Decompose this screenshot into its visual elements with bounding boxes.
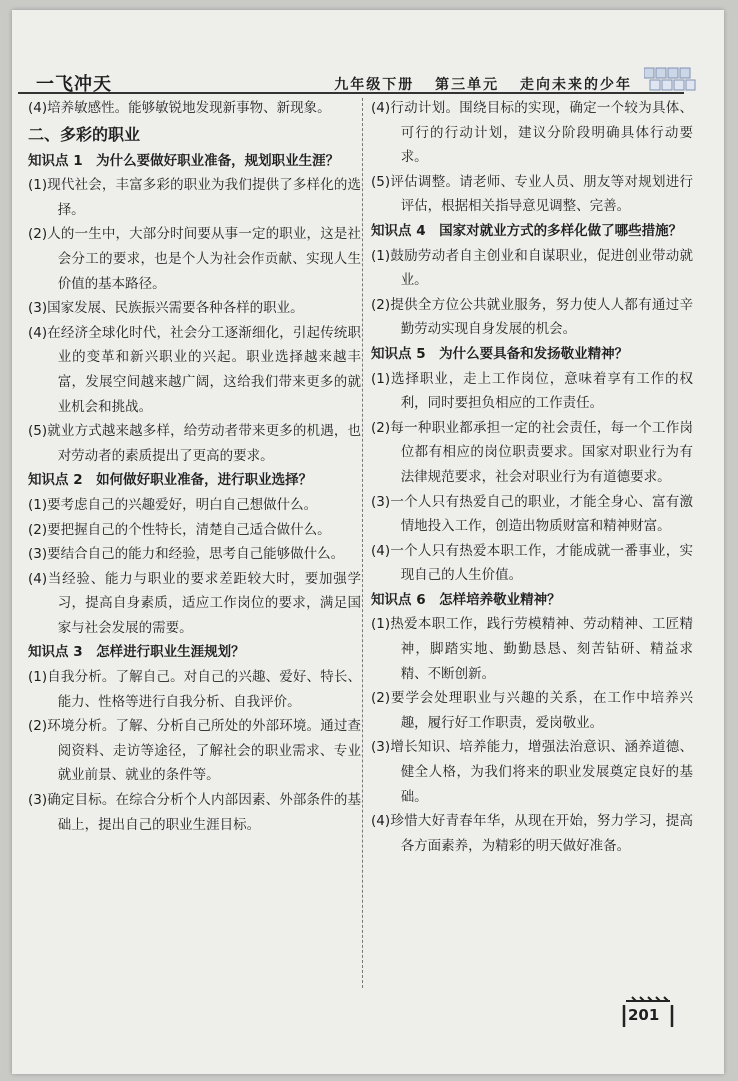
list-item: (1)自我分析。了解自己。对自己的兴趣、爱好、特长、能力、性格等进行自我分析、自我评价。: [28, 669, 361, 710]
list-item: (1)现代社会，丰富多彩的职业为我们提供了多样化的选择。: [28, 177, 361, 218]
list-item: (2)每一种职业都承担一定的社会责任，每一个工作岗位都有相应的岗位职责要求。国家对职业行为有法律规范要求，社会对职业行为有道德要求。: [371, 419, 693, 485]
header-grade: 九年级下册: [334, 77, 415, 93]
list-item: (2)要把握自己的个性特长，清楚自己适合做什么。: [28, 521, 331, 538]
list-item: (1)鼓励劳动者自主创业和自谋职业，促进创业带动就业。: [371, 247, 693, 289]
column-divider: [362, 98, 363, 988]
list-item: (4)培养敏感性。能够敏锐地发现新事物、新现象。: [28, 100, 331, 116]
list-item: (2)人的一生中，大部分时间要从事一定的职业，这是社会分工的要求，也是个人为社会作贡献、实现人生价值的基本路径。: [28, 226, 361, 292]
knowledge-point-heading: 知识点 6 怎样培养敬业精神？: [371, 591, 561, 608]
list-item: (1)要考虑自己的兴趣爱好，明白自己想做什么。: [28, 496, 318, 513]
list-item: (1)选择职业，走上工作岗位，意味着享有工作的权利，同时要担负相应的工作责任。: [371, 370, 693, 412]
header-unit: 第三单元: [435, 77, 500, 93]
list-item: (4)珍惜大好青春年华，从现在开始，努力学习，提高各方面素养，为精彩的明天做好准备。: [371, 813, 693, 854]
list-item: (2)环境分析。了解、分析自己所处的外部环境。通过查阅资料、走访等途径，了解社会的职业需求、专业就业前景、就业的条件等。: [28, 718, 361, 784]
list-item: (3)增长知识、培养能力，增强法治意识、涵养道德、健全人格，为我们将来的职业发展奠定良好的基础。: [371, 739, 693, 805]
list-item: (3)要结合自己的能力和经验，思考自己能够做什么。: [28, 546, 345, 563]
knowledge-point-heading: 知识点 2 如何做好职业准备，进行职业选择？: [28, 472, 313, 489]
section-heading: 二、多彩的职业: [28, 124, 141, 144]
knowledge-point-heading: 知识点 5 为什么要具备和发扬敬业精神？: [371, 345, 629, 362]
list-item: (5)就业方式越来越多样，给劳动者带来更多的机遇，也对劳动者的素质提出了更高的要求。: [28, 423, 361, 464]
list-item: (3)国家发展、民族振兴需要各种各样的职业。: [28, 300, 304, 317]
header-decoration-icon: [644, 66, 696, 92]
knowledge-point-heading: 知识点 3 怎样进行职业生涯规划？: [28, 644, 245, 661]
knowledge-point-heading: 知识点 1 为什么要做好职业准备，规划职业生涯？: [28, 152, 340, 169]
page-number: 201: [628, 1006, 660, 1024]
list-item: (2)提供全方位公共就业服务，努力使人人都有通过辛勤劳动实现自身发展的机会。: [371, 296, 693, 338]
list-item: (1)热爱本职工作，践行劳模精神、劳动精神、工匠精神，脚踏实地、勤勤恳恳、刻苦钻研、精益求精、不断创新。: [371, 616, 693, 682]
right-column: [371, 96, 693, 858]
list-item: (4)一个人只有热爱本职工作，才能成就一番事业，实现自己的人生价值。: [371, 542, 693, 584]
header-rule: [18, 92, 684, 94]
header-title: [320, 74, 632, 94]
list-item: (3)确定目标。在综合分析个人内部因素、外部条件的基础上，提出自己的职业生涯目标。: [28, 792, 361, 833]
list-item: (2)要学会处理职业与兴趣的关系，在工作中培养兴趣，履行好工作职责，爱岗敬业。: [371, 690, 693, 731]
list-item: (5)评估调整。请老师、专业人员、朋友等对规划进行评估，根据相关指导意见调整、完善。: [371, 173, 693, 215]
left-column: [28, 96, 361, 837]
knowledge-point-heading: 知识点 4 国家对就业方式的多样化做了哪些措施？: [371, 222, 683, 239]
list-item: (4)当经验、能力与职业的要求差距较大时，要加强学习，提高自身素质，适应工作岗位的要求，满足国家与社会发展的需要。: [28, 570, 361, 636]
brand-logo-text: 一飞冲天: [36, 74, 112, 95]
header-unit-title: 走向未来的少年: [520, 77, 632, 93]
list-item: (3)一个人只有热爱自己的职业，才能全身心、富有激情地投入工作，创造出物质财富和精神财富。: [371, 493, 693, 535]
list-item: (4)在经济全球化时代，社会分工逐渐细化，引起传统职业的变革和新兴职业的兴起。职业选择越来越丰富，发展空间越来越广阔，这给我们带来更多的就业机会和挑战。: [28, 324, 361, 415]
list-item: (4)行动计划。围绕目标的实现，确定一个较为具体、可行的行动计划，建议分阶段明确具体行动要求。: [371, 100, 693, 166]
